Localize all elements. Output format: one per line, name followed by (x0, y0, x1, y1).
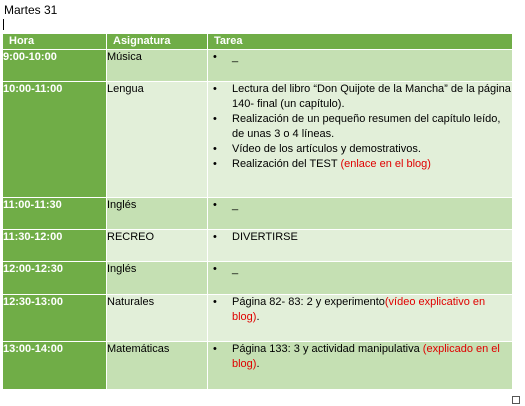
hour-cell: 11:30-12:00 (3, 230, 107, 262)
table-row (3, 198, 513, 230)
subject-cell: Lengua (107, 82, 208, 198)
header-row (3, 34, 513, 50)
table-row (3, 342, 513, 390)
bullet-icon: • (213, 231, 217, 243)
task-item (208, 157, 512, 172)
table-row (3, 82, 513, 198)
schedule-table (2, 33, 513, 390)
bullet-icon: • (213, 296, 217, 308)
task-cell (208, 342, 513, 390)
bullet-icon: • (213, 263, 217, 275)
blog-link[interactable]: (vídeo explicativo en blog) (232, 296, 486, 323)
hour-cell: 13:00-14:00 (3, 342, 107, 390)
bullet-icon: • (213, 343, 217, 355)
task-text-end: . (256, 311, 260, 323)
task-cell (208, 262, 513, 295)
task-item (208, 230, 512, 245)
task-cell (208, 82, 513, 198)
bullet-icon: • (213, 158, 217, 170)
bullet-icon: • (213, 51, 217, 63)
task-text-end: . (256, 358, 260, 370)
text-cursor (3, 19, 4, 30)
task-cell (208, 295, 513, 342)
task-item (208, 50, 512, 65)
task-item (208, 262, 512, 277)
task-item (208, 112, 512, 142)
task-text: Realización del TEST (232, 158, 341, 170)
table-row (3, 262, 513, 295)
bullet-icon: • (213, 199, 217, 211)
column-header-tarea: Tarea (208, 34, 513, 50)
task-text: Realización de un pequeño resumen del capítulo leído, de unas 3 o 4 líneas. (232, 113, 501, 140)
hour-cell: 12:30-13:00 (3, 295, 107, 342)
task-cell (208, 198, 513, 230)
table-row (3, 50, 513, 82)
hour-cell: 12:00-12:30 (3, 262, 107, 295)
task-item (208, 342, 512, 372)
column-header-hora: Hora (3, 34, 107, 50)
hour-cell: 11:00-11:30 (3, 198, 107, 230)
task-cell (208, 50, 513, 82)
hour-cell: 10:00-11:00 (3, 82, 107, 198)
subject-cell: Música (107, 50, 208, 82)
task-text: DIVERTIRSE (232, 231, 298, 243)
task-text: _ (232, 263, 239, 275)
task-item (208, 295, 512, 325)
task-text: Página 133: 3 y actividad manipulativa (232, 343, 423, 355)
task-text: Vídeo de los artículos y demostrativos. (232, 143, 421, 155)
task-text: _ (232, 199, 239, 211)
task-item (208, 82, 512, 112)
bullet-icon: • (213, 143, 217, 155)
hour-cell: 9:00-10:00 (3, 50, 107, 82)
task-text: Página 82- 83: 2 y experimento (232, 296, 385, 308)
subject-cell: Inglés (107, 198, 208, 230)
subject-cell: Inglés (107, 262, 208, 295)
task-text: _ (232, 51, 239, 63)
subject-cell: Matemáticas (107, 342, 208, 390)
task-text: Lectura del libro “Don Quijote de la Mancha” de la página 140- final (un capítulo). (232, 83, 511, 110)
blog-link[interactable]: (explicado en el blog) (232, 343, 500, 370)
column-header-asignatura: Asignatura (107, 34, 208, 50)
task-item (208, 142, 512, 157)
bullet-icon: • (213, 113, 217, 125)
subject-cell: Naturales (107, 295, 208, 342)
task-cell (208, 230, 513, 262)
task-item (208, 198, 512, 213)
subject-cell: RECREO (107, 230, 208, 262)
blog-link[interactable]: (enlace en el blog) (340, 158, 431, 170)
date-heading: Martes 31 (4, 3, 58, 17)
bullet-icon: • (213, 83, 217, 95)
table-row (3, 295, 513, 342)
table-row (3, 230, 513, 262)
table-resize-handle[interactable] (512, 396, 520, 404)
